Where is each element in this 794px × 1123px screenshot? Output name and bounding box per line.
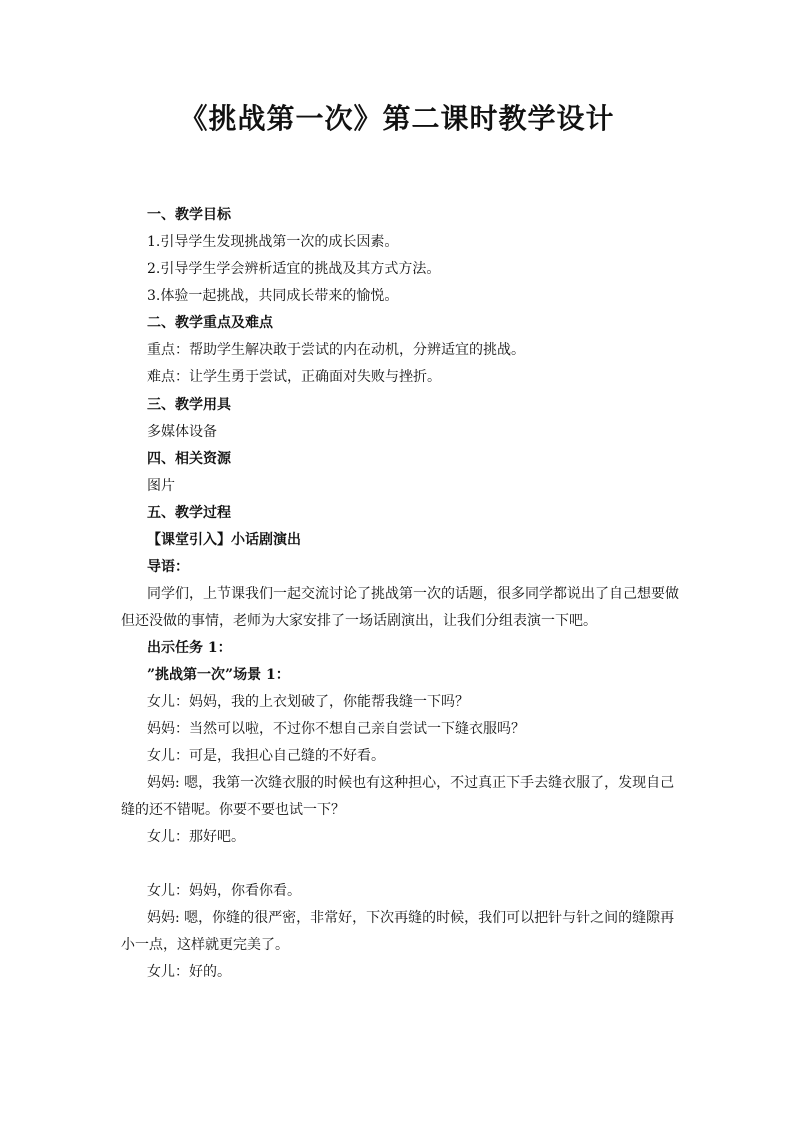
dialogue-line: 妈妈：当然可以啦，不过你不想自己亲自尝试一下缝衣服吗？ — [147, 721, 525, 737]
objective-item: 2.引导学生学会辨析适宜的挑战及其方式方法。 — [147, 261, 441, 277]
section-heading-objectives: 一、教学目标 — [147, 207, 231, 223]
scene-heading: ”挑战第一次”场景 1： — [147, 667, 290, 683]
difficulty-text: 难点：让学生勇于尝试，正确面对失败与挫折。 — [147, 369, 441, 385]
dialogue-line: 缝的还不错呢。你要不要也试一下？ — [121, 802, 345, 818]
section-heading-tools: 三、教学用具 — [147, 397, 231, 413]
section-heading-process: 五、教学过程 — [147, 505, 231, 521]
guide-paragraph-line: 同学们，上节课我们一起交流讨论了挑战第一次的话题，很多同学都说出了自己想要做 — [147, 586, 679, 602]
key-point-text: 重点：帮助学生解决敢于尝试的内在动机，分辨适宜的挑战。 — [147, 342, 525, 358]
dialogue-line: 女儿：妈妈，你看你看。 — [147, 883, 301, 899]
section-heading-resources: 四、相关资源 — [147, 451, 231, 467]
dialogue-line: 小一点，这样就更完美了。 — [121, 937, 289, 953]
objective-item: 1.引导学生发现挑战第一次的成长因素。 — [147, 234, 399, 250]
dialogue-line: 女儿：妈妈，我的上衣划破了，你能帮我缝一下吗？ — [147, 694, 469, 710]
dialogue-line: 女儿：可是，我担心自己缝的不好看。 — [147, 748, 385, 764]
resources-text: 图片 — [147, 478, 175, 494]
guide-heading: 导语： — [147, 559, 189, 575]
guide-paragraph-line: 但还没做的事情，老师为大家安排了一场话剧演出，让我们分组表演一下吧。 — [121, 613, 597, 629]
dialogue-line: 妈妈: 嗯，你缝的很严密，非常好，下次再缝的时候，我们可以把针与针之间的缝隙再 — [147, 910, 675, 926]
dialogue-line: 女儿：那好吧。 — [147, 829, 245, 845]
intro-heading: 【课堂引入】小话剧演出 — [147, 532, 301, 548]
dialogue-line: 女儿：好的。 — [147, 964, 231, 980]
section-heading-key-points: 二、教学重点及难点 — [147, 315, 273, 331]
tools-text: 多媒体设备 — [147, 424, 217, 440]
task-heading: 出示任务 1： — [147, 640, 232, 656]
objective-item: 3.体验一起挑战，共同成长带来的愉悦。 — [147, 288, 399, 304]
page-title: 《挑战第一次》第二课时教学设计 — [179, 102, 615, 135]
dialogue-line: 妈妈: 嗯，我第一次缝衣服的时候也有这种担心，不过真正下手去缝衣服了，发现自己 — [147, 775, 675, 791]
